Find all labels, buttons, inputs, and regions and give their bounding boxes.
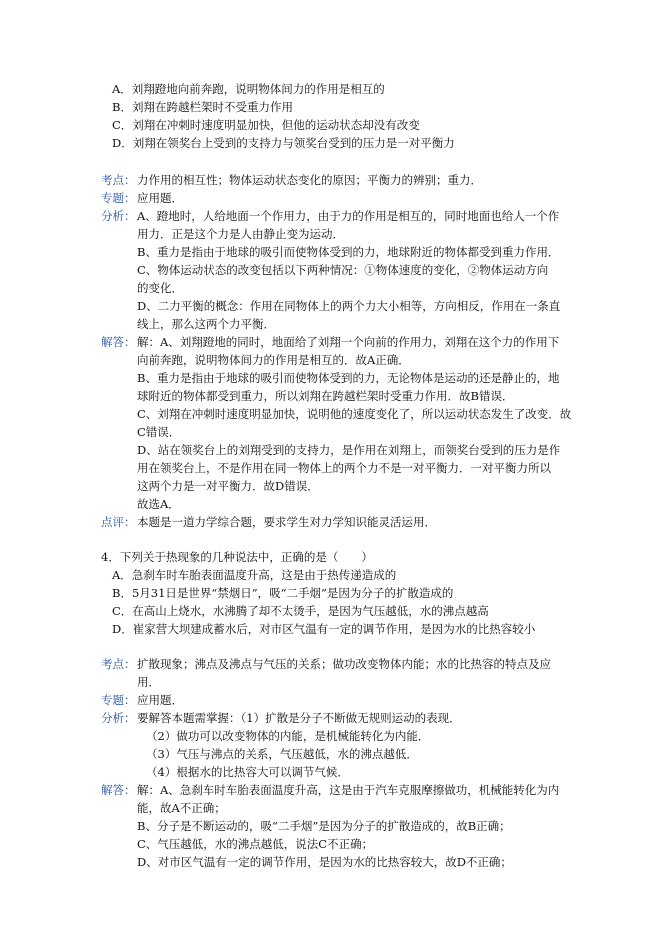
q4-jieda-line: 能，故A不正确； [137,801,226,815]
q3-jieda-line: 球附近的物体都受到重力，所以刘翔在跨越栏架时受重力作用．故B错误． [137,389,514,403]
q3-fenxi-line: A、蹬地时，人给地面一个作用力，由于力的作用是相互的，同时地面也给人一个作 [137,209,560,223]
q3-option-c: C．刘翔在冲刺时速度明显加快，但他的运动状态却没有改变 [112,118,420,132]
q4-kaodian-line: 扩散现象；沸点及沸点与气压的关系；做功改变物体内能；水的比热容的特点及应 [137,657,551,671]
q3-jieda-line: C、刘翔在冲刺时速度明显加快，说明他的速度变化了，所以运动状态发生了改变．故 [137,407,572,421]
q3-jieda-line: D、站在领奖台上的刘翔受到的支持力，是作用在刘翔上，而领奖台受到的压力是作 [137,443,561,457]
q4-fenxi-label: 分析： [101,711,136,725]
q4-option-c: C．在高山上烧水，水沸腾了却不太烫手，是因为气压越低，水的沸点越高 [112,604,489,618]
q3-zhuanti-text: 应用题． [137,191,183,205]
q3-kaodian-text: 力作用的相互性；物体运动状态变化的原因；平衡力的辨别；重力． [137,173,482,187]
q4-fenxi-line: （3）气压与沸点的关系，气压越低，水的沸点越低． [146,747,418,761]
q3-jieda-line: 向前奔跑，说明物体间力的作用是相互的．故A正确． [137,353,410,367]
q3-dianping-label: 点评： [101,515,136,529]
q3-kaodian-label: 考点： [101,173,136,187]
q4-zhuanti-text: 应用题． [137,693,183,707]
q3-fenxi-label: 分析： [101,209,136,223]
q3-jieda-line: B、重力是指由于地球的吸引而使物体受到的力，无论物体是运动的还是静止的，地 [137,371,560,385]
q3-option-d: D．刘翔在领奖台上受到的支持力与领奖台受到的压力是一对平衡力 [112,136,455,150]
q4-option-a: A．急刹车时车胎表面温度升高，这是由于热传递造成的 [112,568,397,582]
q4-kaodian-line: 用． [137,675,160,689]
q4-fenxi-line: （4）根据水的比热容大可以调节气候． [146,765,349,779]
q3-jieda-line: C错误． [137,425,181,439]
q4-stem: 4．下列关于热现象的几种说法中，正确的是（ ） [101,550,373,564]
q4-fenxi-first: 要解答本题需掌握：（1）扩散是分子不断做无规则运动的表现． [137,711,461,725]
q3-jieda-line: 故选A． [137,497,180,511]
q3-jieda-line: 用在领奖台上，不是作用在同一物体上的两个力不是一对平衡力．一对平衡力所以 [137,461,551,475]
q3-fenxi-line: D、二力平衡的概念：作用在同物体上的两个力大小相等，方向相反，作用在一条直 [137,299,561,313]
q3-fenxi-line: 用力．正是这个力是人由静止变为运动． [137,227,344,241]
q3-jieda-line: 这两个力是一对平衡力．故D错误． [137,479,319,493]
q3-zhuanti-label: 专题： [101,191,136,205]
q3-fenxi-line: C、物体运动状态的改变包括以下两种情况：①物体速度的变化，②物体运动方向 [137,263,549,277]
q3-fenxi-line: B、重力是指由于地球的吸引而使物体受到的力，地球附近的物体都受到重力作用． [137,245,560,259]
q4-option-b: B．5月31日是世界“禁烟日”，吸“二手烟”是因为分子的扩散造成的 [112,586,454,600]
q3-fenxi-line: 线上，那么这两个力平衡． [137,317,275,331]
q4-fenxi-line: （2）做功可以改变物体的内能，是机械能转化为内能． [146,729,430,743]
q4-jieda-line: B、分子是不断运动的，吸“二手烟”是因为分子的扩散造成的，故B正确； [137,819,511,833]
q3-dianping-text: 本题是一道力学综合题，要求学生对力学知识能灵活运用． [137,515,436,529]
q4-jieda-line: 解：A、急刹车时车胎表面温度升高，这是由于汽车克服摩擦做功，机械能转化为内 [137,783,560,797]
q4-kaodian-label: 考点： [101,657,136,671]
q3-fenxi-line: 的变化． [137,281,183,295]
q3-option-b: B．刘翔在跨越栏架时不受重力作用 [112,100,293,114]
q4-jieda-label: 解答： [101,783,136,797]
q4-zhuanti-label: 专题： [101,693,136,707]
q3-jieda-label: 解答： [101,335,136,349]
q4-jieda-line: C、气压越低，水的沸点越低，说法C不正确； [137,837,374,851]
q3-jieda-line: 解：A、刘翔蹬地的同时，地面给了刘翔一个向前的作用力，刘翔在这个力的作用下 [137,335,560,349]
q4-option-d: D．崔家营大坝建成蓄水后，对市区气温有一定的调节作用，是因为水的比热容较小 [112,622,536,636]
q4-jieda-line: D、对市区气温有一定的调节作用，是因为水的比热容较大，故D不正确； [137,855,512,869]
q3-option-a: A．刘翔蹬地向前奔跑，说明物体间力的作用是相互的 [112,82,385,96]
